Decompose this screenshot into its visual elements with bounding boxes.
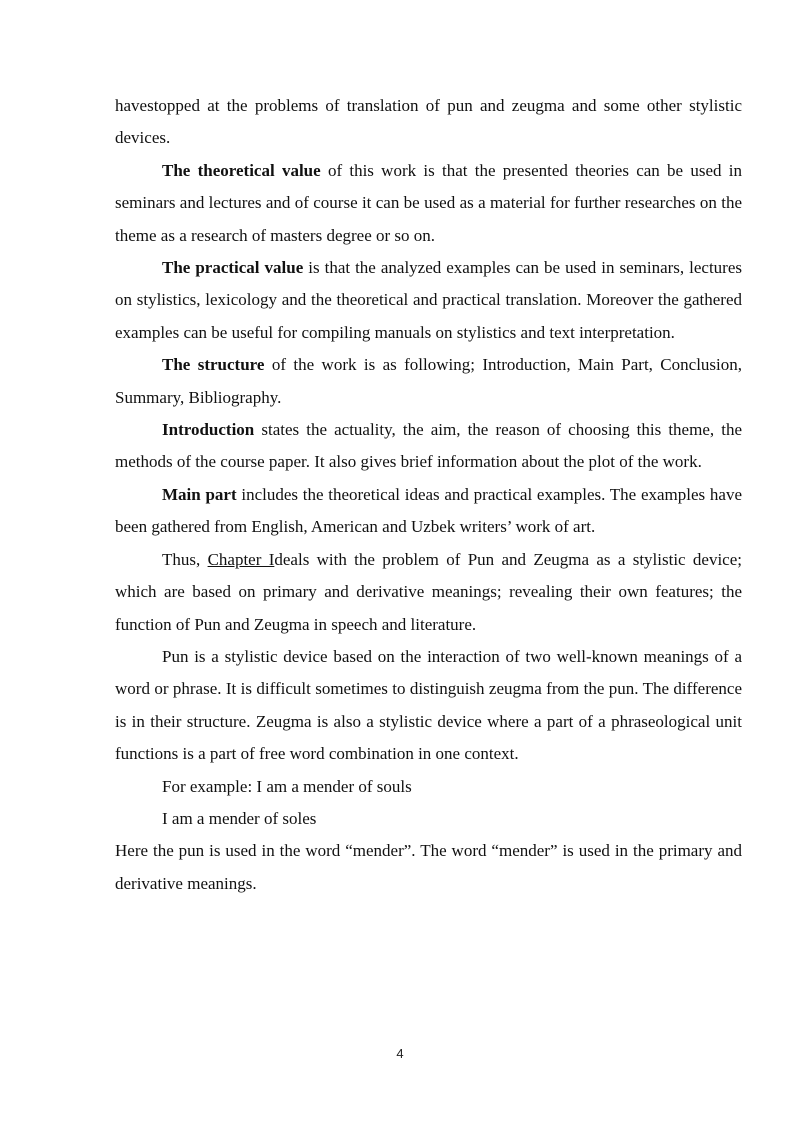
bold-lead: The theoretical value — [162, 160, 321, 180]
bold-lead: The practical value — [162, 258, 304, 278]
paragraph-structure — [115, 349, 742, 414]
paragraph-example-2 — [115, 803, 742, 835]
chapter-link[interactable]: Chapter I — [207, 549, 275, 569]
paragraph-main-part — [115, 479, 742, 544]
bold-lead: Main part — [162, 484, 237, 504]
paragraph-text: is that the analyzed examples can be used in seminars, lectures on stylistics, lexicology and the theoretical and practical translation. Moreover the gathered examples can be useful for compiling manuals on stylistics and text interpretation. — [115, 258, 743, 342]
paragraph-text: havestopped at the problems of translation of pun and zeugma and some other stylistic devices. — [115, 96, 742, 148]
paragraph-text: Here the pun is used in the word “mender”. The word “mender” is used in the primary and derivative meanings. — [115, 841, 742, 893]
paragraph-text: of this work is that the presented theories can be used in seminars and lectures and of course it can be used as a material for further researches on the theme as a research of masters degree or so on. — [115, 160, 742, 245]
paragraph-intro-continuation — [115, 90, 742, 155]
bold-lead: Introduction — [162, 420, 255, 440]
paragraph-text: Thus, — [162, 549, 208, 569]
document-body — [115, 90, 742, 900]
paragraph-text: deals with the problem of Pun and Zeugma as a stylistic device; which are based on primary and derivative meanings; revealing their own features; the function of Pun and Zeugma in speech and literature. — [115, 549, 742, 634]
paragraph-chapter-one — [115, 544, 742, 641]
paragraph-theoretical-value — [115, 155, 742, 252]
example-line: I am a mender of soles — [162, 808, 317, 828]
paragraph-text: of the work is as following; Introduction, Main Part, Conclusion, Summary, Bibliography. — [115, 355, 743, 407]
paragraph-text: includes the theoretical ideas and practical examples. The examples have been gathered from English, American and Uzbek writers’ work of art. — [115, 484, 742, 537]
bold-lead: The structure — [162, 355, 265, 375]
paragraph-text: Pun is a stylistic device based on the interaction of two well-known meanings of a word or phrase. It is difficult sometimes to distinguish zeugma from the pun. The difference is in their structure. Zeugma is also a stylistic device where a part of a phraseological unit functions is a part of free word combination in one context. — [115, 646, 742, 764]
page-number: 4 — [396, 1046, 404, 1061]
example-line: For example: I am a mender of souls — [162, 776, 412, 796]
paragraph-text: states the actuality, the aim, the reason of choosing this theme, the methods of the course paper. It also gives brief information about the plot of the work. — [115, 420, 742, 472]
paragraph-introduction — [115, 414, 742, 479]
paragraph-example-1 — [115, 771, 742, 803]
paragraph-explanation — [115, 835, 742, 900]
paragraph-pun-definition — [115, 641, 742, 771]
paragraph-practical-value — [115, 252, 742, 349]
